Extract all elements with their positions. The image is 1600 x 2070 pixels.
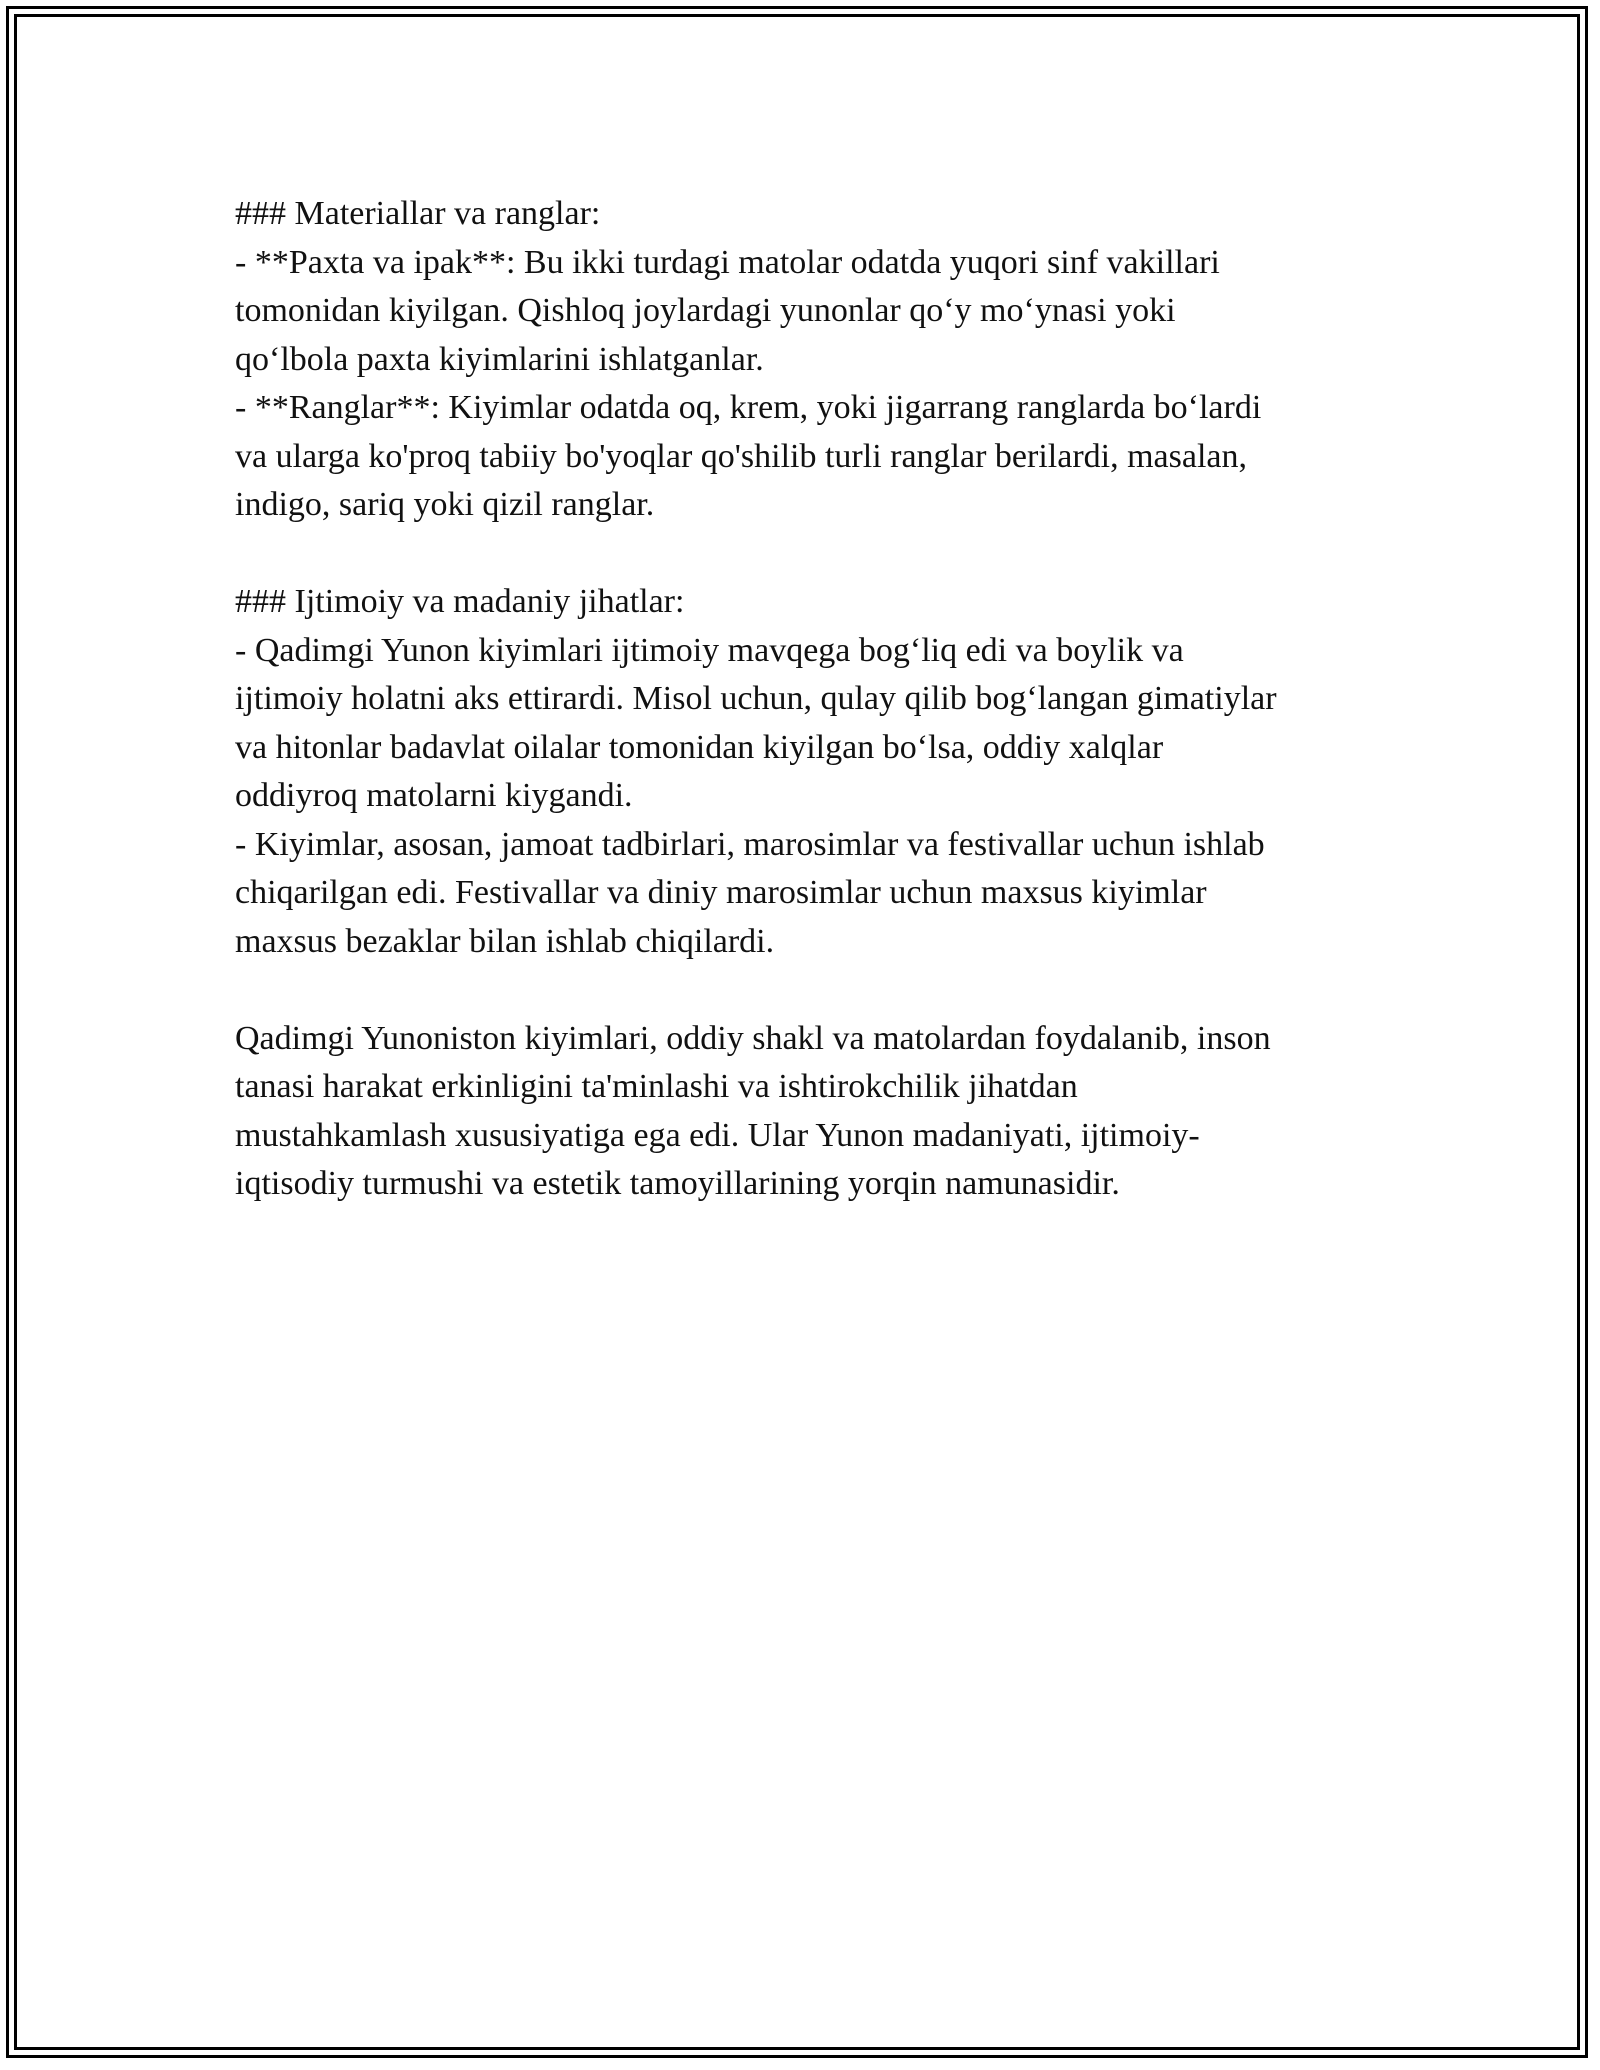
text-line: - Kiyimlar, asosan, jamoat tadbirlari, marosimlar va festivallar uchun ishlab bbox=[235, 825, 1265, 863]
text-line: indigo, sariq yoki qizil ranglar. bbox=[235, 486, 655, 523]
text-line: oddiyroq matolarni kiygandi. bbox=[235, 777, 633, 814]
conclusion-line: mustahkamlash xususiyatiga ega edi. Ular Yunon madaniyati, ijtimoiy- bbox=[235, 1116, 1200, 1154]
conclusion-line: Qadimgi Yunoniston kiyimlari, oddiy shakl va matolardan foydalanib, inson bbox=[235, 1019, 1271, 1057]
text-line: va ularga ko'proq tabiiy bo'yoqlar qo'shilib turli ranglar berilardi, masalan, bbox=[235, 437, 1247, 475]
conclusion-line: iqtisodiy turmushi va estetik tamoyillarining yorqin namunasidir. bbox=[235, 1165, 1120, 1202]
text-line: tomonidan kiyilgan. Qishloq joylardagi yunonlar qo‘y mo‘ynasi yoki bbox=[235, 292, 1176, 329]
text-line: qo‘lbola paxta kiyimlarini ishlatganlar. bbox=[235, 340, 764, 378]
text-line: - **Paxta va ipak**: Bu ikki turdagi matolar odatda yuqori sinf vakillari bbox=[235, 243, 1220, 281]
text-line: ijtimoiy holatni aks ettirardi. Misol uchun, qulay qilib bog‘langan gimatiylar bbox=[235, 680, 1277, 717]
text-line: - Qadimgi Yunon kiyimlari ijtimoiy mavqega bog‘liq edi va boylik va bbox=[235, 631, 1184, 669]
paragraph-gap bbox=[235, 966, 1375, 1015]
paragraph-gap bbox=[235, 530, 1375, 579]
section-heading-materials: ### Materiallar va ranglar: bbox=[235, 195, 601, 232]
text-line: maxsus bezaklar bilan ishlab chiqilardi. bbox=[235, 922, 775, 960]
conclusion-line: tanasi harakat erkinligini ta'minlashi va ishtirokchilik jihatdan bbox=[235, 1068, 1078, 1105]
document-body bbox=[235, 190, 1375, 1209]
section-heading-social: ### Ijtimoiy va madaniy jihatlar: bbox=[235, 583, 685, 620]
text-line: - **Ranglar**: Kiyimlar odatda oq, krem, yoki jigarrang ranglarda bo‘lardi bbox=[235, 389, 1262, 426]
text-line: chiqarilgan edi. Festivallar va diniy marosimlar uchun maxsus kiyimlar bbox=[235, 874, 1207, 911]
text-line: va hitonlar badavlat oilalar tomonidan kiyilgan bo‘lsa, oddiy xalqlar bbox=[235, 728, 1164, 766]
